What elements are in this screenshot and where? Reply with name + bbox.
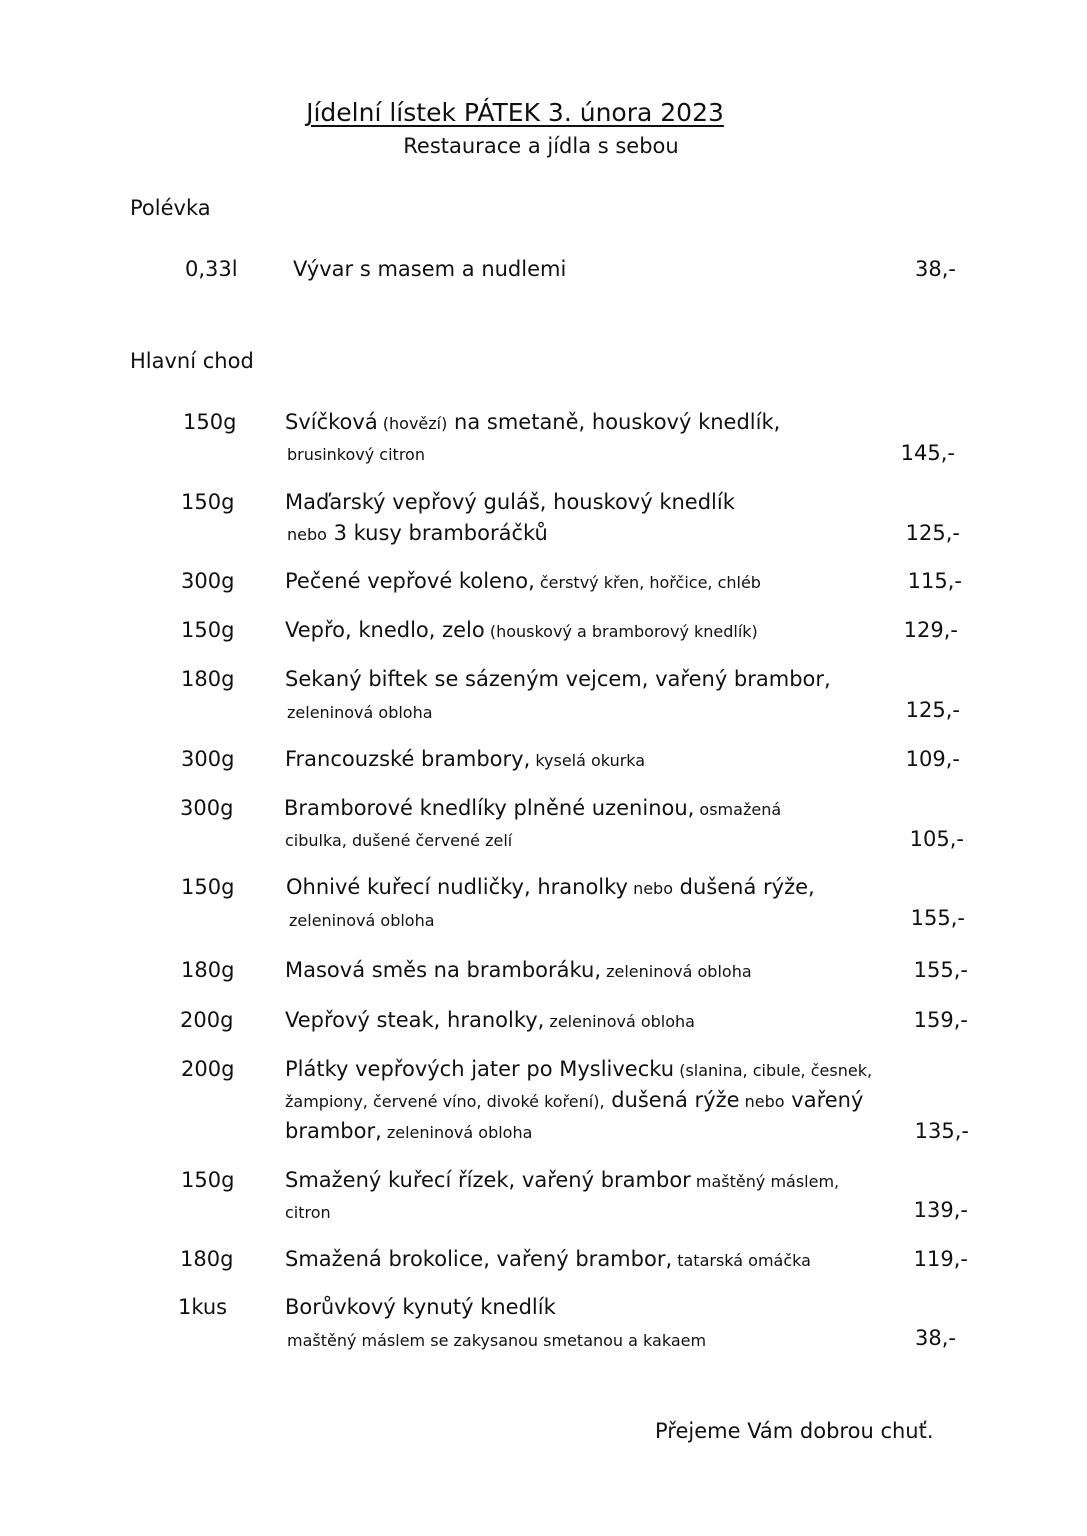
item-line: citron: [285, 1203, 331, 1222]
item-weight: 300g: [181, 747, 235, 771]
item-line: nebo 3 kusy bramboráčků: [287, 521, 548, 545]
item-price: 155,-: [913, 958, 968, 982]
item-line: Ohnivé kuřecí nudličky, hranolky nebo dušená rýže,: [286, 875, 815, 899]
item-weight: 150g: [181, 490, 235, 514]
item-price: 159,-: [913, 1008, 968, 1032]
item-line: brusinkový citron: [287, 445, 425, 464]
item-line: žampiony, červené víno, divoké koření), dušená rýže nebo vařený: [285, 1088, 864, 1112]
item-price: 109,-: [905, 747, 960, 771]
item-weight: 150g: [183, 410, 237, 434]
soup-name: Vývar s masem a nudlemi: [293, 257, 567, 281]
item-price: 38,-: [915, 1326, 956, 1350]
item-price: 155,-: [910, 906, 965, 930]
item-price: 139,-: [913, 1198, 968, 1222]
item-line: Smažená brokolice, vařený brambor, tatarská omáčka: [285, 1247, 811, 1271]
page-subtitle: Restaurace a jídla s sebou: [403, 134, 679, 158]
item-line: Maďarský vepřový guláš, houskový knedlík: [285, 490, 735, 514]
item-price: 119,-: [913, 1247, 968, 1271]
item-price: 125,-: [905, 698, 960, 722]
item-weight: 180g: [180, 1247, 234, 1271]
item-line: Francouzské brambory, kyselá okurka: [285, 747, 646, 771]
item-weight: 150g: [181, 1168, 235, 1192]
item-price: 105,-: [909, 827, 964, 851]
item-line: cibulka, dušené červené zelí: [285, 831, 513, 850]
item-line: Vepřový steak, hranolky, zeleninová obloha: [285, 1008, 695, 1032]
item-line: Borůvkový kynutý knedlík: [285, 1295, 556, 1319]
item-weight: 1kus: [178, 1295, 228, 1319]
soup-price: 38,-: [915, 257, 956, 281]
item-line: Masová směs na bramboráku, zeleninová obloha: [285, 958, 752, 982]
section-heading-main: Hlavní chod: [130, 349, 254, 373]
item-weight: 300g: [180, 796, 234, 820]
item-weight: 200g: [181, 1057, 235, 1081]
item-line: Svíčková (hovězí) na smetaně, houskový knedlík,: [285, 410, 781, 434]
item-line: zeleninová obloha: [287, 703, 433, 722]
item-price: 145,-: [900, 441, 955, 465]
section-heading-soup: Polévka: [130, 196, 211, 220]
item-line: Smažený kuřecí řízek, vařený brambor maštěný máslem,: [285, 1168, 840, 1192]
item-weight: 150g: [181, 875, 235, 899]
item-line: zeleninová obloha: [289, 911, 435, 930]
item-line: Plátky vepřových jater po Myslivecku (slanina, cibule, česnek,: [285, 1057, 873, 1081]
item-line: brambor, zeleninová obloha: [285, 1119, 533, 1143]
item-line: Vepřo, knedlo, zelo (houskový a bramborový knedlík): [285, 618, 758, 642]
item-weight: 180g: [181, 667, 235, 691]
item-weight: 200g: [180, 1008, 234, 1032]
item-line: Sekaný biftek se sázeným vejcem, vařený brambor,: [285, 667, 831, 691]
page-title: Jídelní lístek PÁTEK 3. února 2023: [306, 98, 724, 127]
closing-note: Přejeme Vám dobrou chuť.: [655, 1419, 934, 1443]
soup-weight: 0,33l: [185, 257, 238, 281]
item-price: 129,-: [903, 618, 958, 642]
item-price: 125,-: [905, 521, 960, 545]
item-line: Pečené vepřové koleno, čerstvý křen, hořčice, chléb: [285, 569, 761, 593]
item-line: maštěný máslem se zakysanou smetanou a kakaem: [287, 1331, 707, 1350]
item-weight: 300g: [181, 569, 235, 593]
item-price: 115,-: [907, 569, 962, 593]
item-weight: 180g: [181, 958, 235, 982]
item-line: Bramborové knedlíky plněné uzeninou, osmažená: [284, 796, 782, 820]
item-price: 135,-: [914, 1119, 969, 1143]
item-weight: 150g: [181, 618, 235, 642]
